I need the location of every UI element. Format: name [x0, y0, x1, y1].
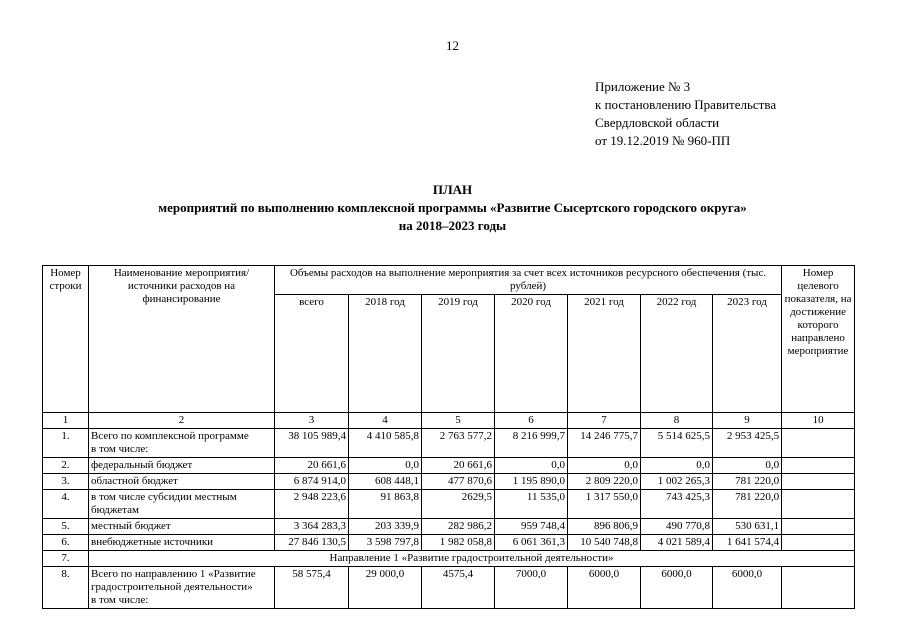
value-total: 27 846 130,5	[275, 535, 349, 551]
header-2023: 2023 год	[713, 295, 782, 413]
table-row	[43, 490, 855, 519]
value-2018: 91 863,8	[349, 490, 422, 519]
value-2018: 0,0	[349, 458, 422, 474]
row-name: Всего по комплексной программе в том числе:	[89, 429, 275, 458]
row-number: 7.	[43, 551, 89, 567]
value-2018: 203 339,9	[349, 519, 422, 535]
value-total: 3 364 283,3	[275, 519, 349, 535]
value-2022: 1 002 265,3	[641, 474, 713, 490]
value-2022: 4 021 589,4	[641, 535, 713, 551]
value-total: 6 874 914,0	[275, 474, 349, 490]
appendix-block	[595, 78, 776, 150]
row-number: 4.	[43, 490, 89, 519]
value-2023: 2 953 425,5	[713, 429, 782, 458]
header-indicator: Номер целевого показателя, на достижение которого направлено мероприятие	[782, 266, 855, 413]
row-name: внебюджетные источники	[89, 535, 275, 551]
header-name: Наименование мероприятия/источники расходов на финансирование	[89, 266, 275, 413]
value-2022: 0,0	[641, 458, 713, 474]
value-2021: 6000,0	[568, 567, 641, 609]
row-number: 8.	[43, 567, 89, 609]
row-number: 3.	[43, 474, 89, 490]
row-number: 2.	[43, 458, 89, 474]
col-number: 8	[641, 413, 713, 429]
value-2020: 0,0	[495, 458, 568, 474]
value-2021: 10 540 748,8	[568, 535, 641, 551]
section-title: Направление 1 «Развитие градостроительной деятельности»	[89, 551, 855, 567]
row-number: 5.	[43, 519, 89, 535]
page-number: 12	[446, 38, 459, 53]
value-2023: 0,0	[713, 458, 782, 474]
header-total: всего	[275, 295, 349, 413]
value-2023: 530 631,1	[713, 519, 782, 535]
table-row	[43, 429, 855, 458]
header-2019: 2019 год	[422, 295, 495, 413]
col-number: 2	[89, 413, 275, 429]
row-name: областной бюджет	[89, 474, 275, 490]
col-number: 10	[782, 413, 855, 429]
value-indicator	[782, 519, 855, 535]
value-2019: 4575,4	[422, 567, 495, 609]
header-volumes: Объемы расходов на выполнение мероприятия за счет всех источников ресурсного обеспечения (тыс. рублей)	[275, 266, 782, 295]
value-2020: 7000,0	[495, 567, 568, 609]
value-2019: 2 763 577,2	[422, 429, 495, 458]
value-2022: 6000,0	[641, 567, 713, 609]
value-2018: 29 000,0	[349, 567, 422, 609]
value-2019: 282 986,2	[422, 519, 495, 535]
header-row-num: Номер строки	[43, 266, 89, 413]
col-number: 3	[275, 413, 349, 429]
col-number: 6	[495, 413, 568, 429]
value-2021: 896 806,9	[568, 519, 641, 535]
value-indicator	[782, 429, 855, 458]
value-2020: 959 748,4	[495, 519, 568, 535]
value-2023: 1 641 574,4	[713, 535, 782, 551]
row-number: 1.	[43, 429, 89, 458]
col-number: 7	[568, 413, 641, 429]
value-2020: 11 535,0	[495, 490, 568, 519]
value-2019: 20 661,6	[422, 458, 495, 474]
table-row	[43, 474, 855, 490]
appendix-line-4: от 19.12.2019 № 960-ПП	[595, 133, 731, 148]
value-2022: 743 425,3	[641, 490, 713, 519]
value-2019: 1 982 058,8	[422, 535, 495, 551]
value-2021: 2 809 220,0	[568, 474, 641, 490]
value-2022: 5 514 625,5	[641, 429, 713, 458]
row-name: федеральный бюджет	[89, 458, 275, 474]
title-main: ПЛАН	[432, 182, 473, 197]
value-2018: 608 448,1	[349, 474, 422, 490]
value-indicator	[782, 490, 855, 519]
document-title	[0, 181, 905, 235]
header-2020: 2020 год	[495, 295, 568, 413]
value-2018: 3 598 797,8	[349, 535, 422, 551]
value-2023: 6000,0	[713, 567, 782, 609]
value-total: 58 575,4	[275, 567, 349, 609]
column-number-row	[43, 413, 855, 429]
header-2022: 2022 год	[641, 295, 713, 413]
value-2021: 0,0	[568, 458, 641, 474]
header-2018: 2018 год	[349, 295, 422, 413]
table-row	[43, 535, 855, 551]
value-total: 38 105 989,4	[275, 429, 349, 458]
appendix-line-3: Свердловской области	[595, 115, 720, 130]
col-number: 1	[43, 413, 89, 429]
header-2021: 2021 год	[568, 295, 641, 413]
value-2023: 781 220,0	[713, 474, 782, 490]
appendix-line-2: к постановлению Правительства	[595, 97, 777, 112]
value-2019: 477 870,6	[422, 474, 495, 490]
row-number: 6.	[43, 535, 89, 551]
table-row	[43, 458, 855, 474]
value-2021: 14 246 775,7	[568, 429, 641, 458]
title-line-2: мероприятий по выполнению комплексной программы «Развитие Сысертского городского округа»	[158, 200, 747, 215]
title-line-3: на 2018–2023 годы	[398, 218, 507, 233]
value-indicator	[782, 567, 855, 609]
col-number: 9	[713, 413, 782, 429]
table-row	[43, 519, 855, 535]
plan-table	[42, 265, 855, 609]
value-2018: 4 410 585,8	[349, 429, 422, 458]
section-row	[43, 551, 855, 567]
value-indicator	[782, 474, 855, 490]
value-2023: 781 220,0	[713, 490, 782, 519]
value-2019: 2629,5	[422, 490, 495, 519]
table-row	[43, 567, 855, 609]
value-2020: 8 216 999,7	[495, 429, 568, 458]
header-row-1	[43, 266, 855, 295]
value-2020: 1 195 890,0	[495, 474, 568, 490]
value-total: 20 661,6	[275, 458, 349, 474]
value-2022: 490 770,8	[641, 519, 713, 535]
row-name: в том числе субсидии местным бюджетам	[89, 490, 275, 519]
value-2021: 1 317 550,0	[568, 490, 641, 519]
value-indicator	[782, 458, 855, 474]
value-2020: 6 061 361,3	[495, 535, 568, 551]
row-name: местный бюджет	[89, 519, 275, 535]
value-indicator	[782, 535, 855, 551]
col-number: 4	[349, 413, 422, 429]
col-number: 5	[422, 413, 495, 429]
row-name: Всего по направлению 1 «Развитие градостроительной деятельности» в том числе:	[89, 567, 275, 609]
value-total: 2 948 223,6	[275, 490, 349, 519]
appendix-line-1: Приложение № 3	[595, 79, 691, 94]
